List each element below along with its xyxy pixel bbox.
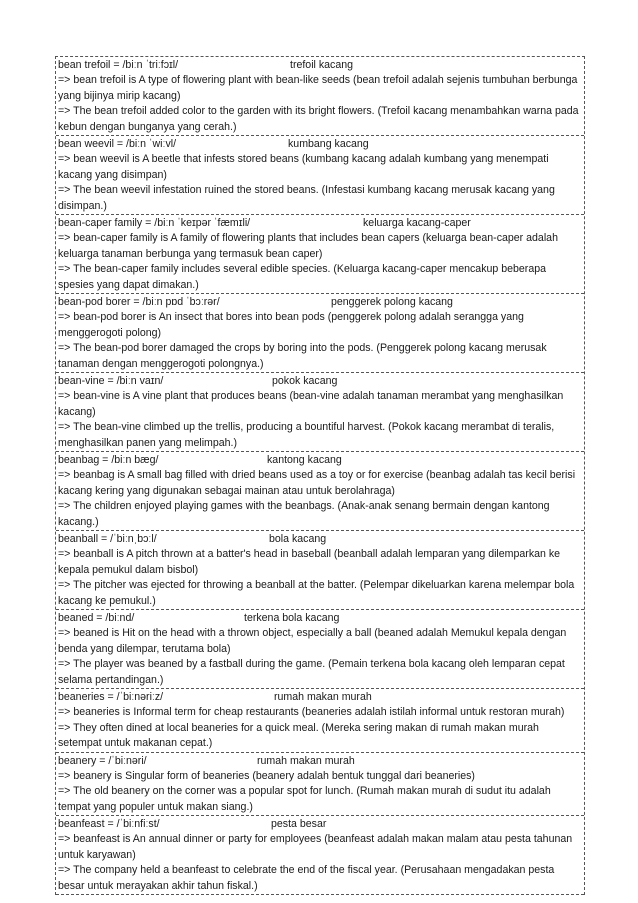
entry-header	[57, 611, 584, 626]
entry-bean-weevil	[56, 136, 584, 215]
entry-definition: => beanbag is A small bag filled with dried beans used as a toy or for exercise (beanbag adalah tas kecil berisi kacang kering yang digunakan sebagai mainan atau untuk berolahraga)	[58, 469, 576, 497]
entry-header	[57, 690, 584, 705]
vocabulary-list	[55, 56, 585, 895]
entry-example: => The old beanery on the corner was a popular spot for lunch. (Rumah makan murah di sudut itu adalah tempat yang populer untuk makan siang.)	[58, 785, 551, 813]
entry-definition: => beanery is Singular form of beaneries (beanery adalah bentuk tunggal dari beaneries)	[58, 769, 475, 782]
entry-example: => The bean-pod borer damaged the crops by boring into the pods. (Penggerek polong kacang merusak tanaman dengan menggerogoti polongnya.)	[58, 342, 547, 370]
entry-term: beanbag = /biːn bæg/	[58, 454, 159, 466]
entry-term: bean-pod borer = /biːn pɒd ˈbɔːrər/	[58, 296, 220, 308]
entry-example: => The company held a beanfeast to celebrate the end of the fiscal year. (Perusahaan mengadakan pesta besar untuk merayakan akhir tahun fiskal.)	[58, 864, 555, 892]
entry-term: bean weevil = /biːn ˈwiːvl/	[58, 138, 177, 150]
entry-definition: => bean-vine is A vine plant that produces beans (bean-vine adalah tanaman merambat yang menghasilkan kacang)	[58, 390, 564, 418]
entry-translation: penggerek polong kacang	[331, 296, 453, 308]
entry-translation: rumah makan murah	[274, 691, 372, 703]
entry-translation: terkena bola kacang	[244, 612, 340, 624]
entry-header	[57, 295, 584, 310]
entry-definition: => beaneries is Informal term for cheap restaurants (beaneries adalah istilah informal untuk restoran murah)	[58, 706, 565, 718]
entry-example: => The player was beaned by a fastball during the game. (Pemain terkena bola kacang oleh lemparan cepat selama pertandingan.)	[58, 658, 565, 686]
entry-header	[57, 817, 584, 832]
entry-beaned	[56, 610, 584, 689]
entry-translation: rumah makan murah	[257, 754, 355, 767]
entry-translation: pesta besar	[271, 818, 327, 830]
entry-header	[57, 137, 584, 152]
entry-header	[57, 754, 584, 769]
entry-example: => The pitcher was ejected for throwing a beanball at the batter. (Pelempar dikeluarkan karena melempar bola kacang ke pemukul.)	[58, 579, 575, 607]
entry-header	[57, 453, 584, 468]
entry-translation: trefoil kacang	[290, 59, 354, 71]
entry-translation: kumbang kacang	[288, 138, 369, 150]
entry-term: bean-vine = /biːn vaɪn/	[58, 375, 164, 387]
entry-definition: => bean weevil is A beetle that infests stored beans (kumbang kacang adalah kumbang yang menempati kacang yang disimpan)	[58, 153, 549, 181]
entry-example: => The children enjoyed playing games with the beanbags. (Anak-anak senang bermain dengan kantong kacang.)	[58, 500, 550, 528]
entry-beanery	[56, 753, 584, 817]
entry-header	[57, 58, 584, 73]
entry-beaneries	[56, 689, 584, 753]
entry-translation: keluarga kacang-caper	[363, 217, 471, 229]
entry-header	[57, 374, 584, 389]
entry-definition: => beaned is Hit on the head with a thrown object, especially a ball (beaned adalah Memukul kepala dengan benda yang dilempar, terutama bola)	[58, 627, 567, 655]
entry-term: beanfeast = /ˈbiːnfiːst/	[58, 818, 160, 830]
entry-bean-caper-family	[56, 215, 584, 294]
entry-definition: => beanfeast is An annual dinner or party for employees (beanfeast adalah makan malam atau pesta tahunan untuk karyawan)	[58, 833, 573, 861]
entry-bean-vine	[56, 373, 584, 452]
entry-bean-pod-borer	[56, 294, 584, 373]
entry-term: beaneries = /ˈbiːnəriːz/	[58, 691, 164, 703]
entry-term: beanery = /ˈbiːnəri/	[58, 754, 147, 767]
entry-example: => The bean-vine climbed up the trellis, producing a bountiful harvest. (Pokok kacang merambat di teralis, menghasilkan panen yang melimpah.)	[58, 421, 555, 449]
entry-beanbag	[56, 452, 584, 531]
entry-translation: pokok kacang	[272, 375, 338, 387]
entry-example: => The bean-caper family includes several edible species. (Keluarga kacang-caper mencakup beberapa spesies yang dapat dimakan.)	[58, 263, 546, 291]
entry-definition: => beanball is A pitch thrown at a batter's head in baseball (beanball adalah lemparan yang dilemparkan ke kepala pemukul dalam bisbol)	[58, 548, 561, 576]
entry-term: bean trefoil = /biːn ˈtriːfɔɪl/	[58, 59, 179, 71]
entry-definition: => bean trefoil is A type of flowering plant with bean-like seeds (bean trefoil adalah sejenis tumbuhan berbunga yang bijinya mirip kacang)	[58, 74, 578, 102]
entry-beanfeast	[56, 816, 584, 895]
entry-translation: bola kacang	[269, 533, 327, 545]
entry-header	[57, 216, 584, 231]
entry-header	[57, 532, 584, 547]
entry-translation: kantong kacang	[267, 454, 342, 466]
entry-term: beanball = /ˈbiːnˌbɔːl/	[58, 533, 157, 545]
entry-example: => The bean weevil infestation ruined the stored beans. (Infestasi kumbang kacang merusak kacang yang disimpan.)	[58, 184, 555, 212]
entry-example: => The bean trefoil added color to the garden with its bright flowers. (Trefoil kacang menambahkan warna pada kebun dengan bunganya yang cerah.)	[58, 105, 579, 133]
entry-definition: => bean-caper family is A family of flowering plants that includes bean capers (keluarga bean-caper adalah keluarga tanaman berbunga yang termasuk bean caper)	[58, 232, 558, 260]
entry-bean-trefoil	[56, 57, 584, 136]
entry-term: bean-caper family = /biːn ˈkeɪpər ˈfæmɪli/	[58, 217, 251, 229]
entry-beanball	[56, 531, 584, 610]
entry-term: beaned = /biːnd/	[58, 612, 135, 624]
entry-definition: => bean-pod borer is An insect that bores into bean pods (penggerek polong adalah serangga yang menggerogoti polong)	[58, 311, 524, 339]
entry-example: => They often dined at local beaneries for a quick meal. (Mereka sering makan di rumah makan murah setempat untuk makanan cepat.)	[58, 721, 539, 749]
